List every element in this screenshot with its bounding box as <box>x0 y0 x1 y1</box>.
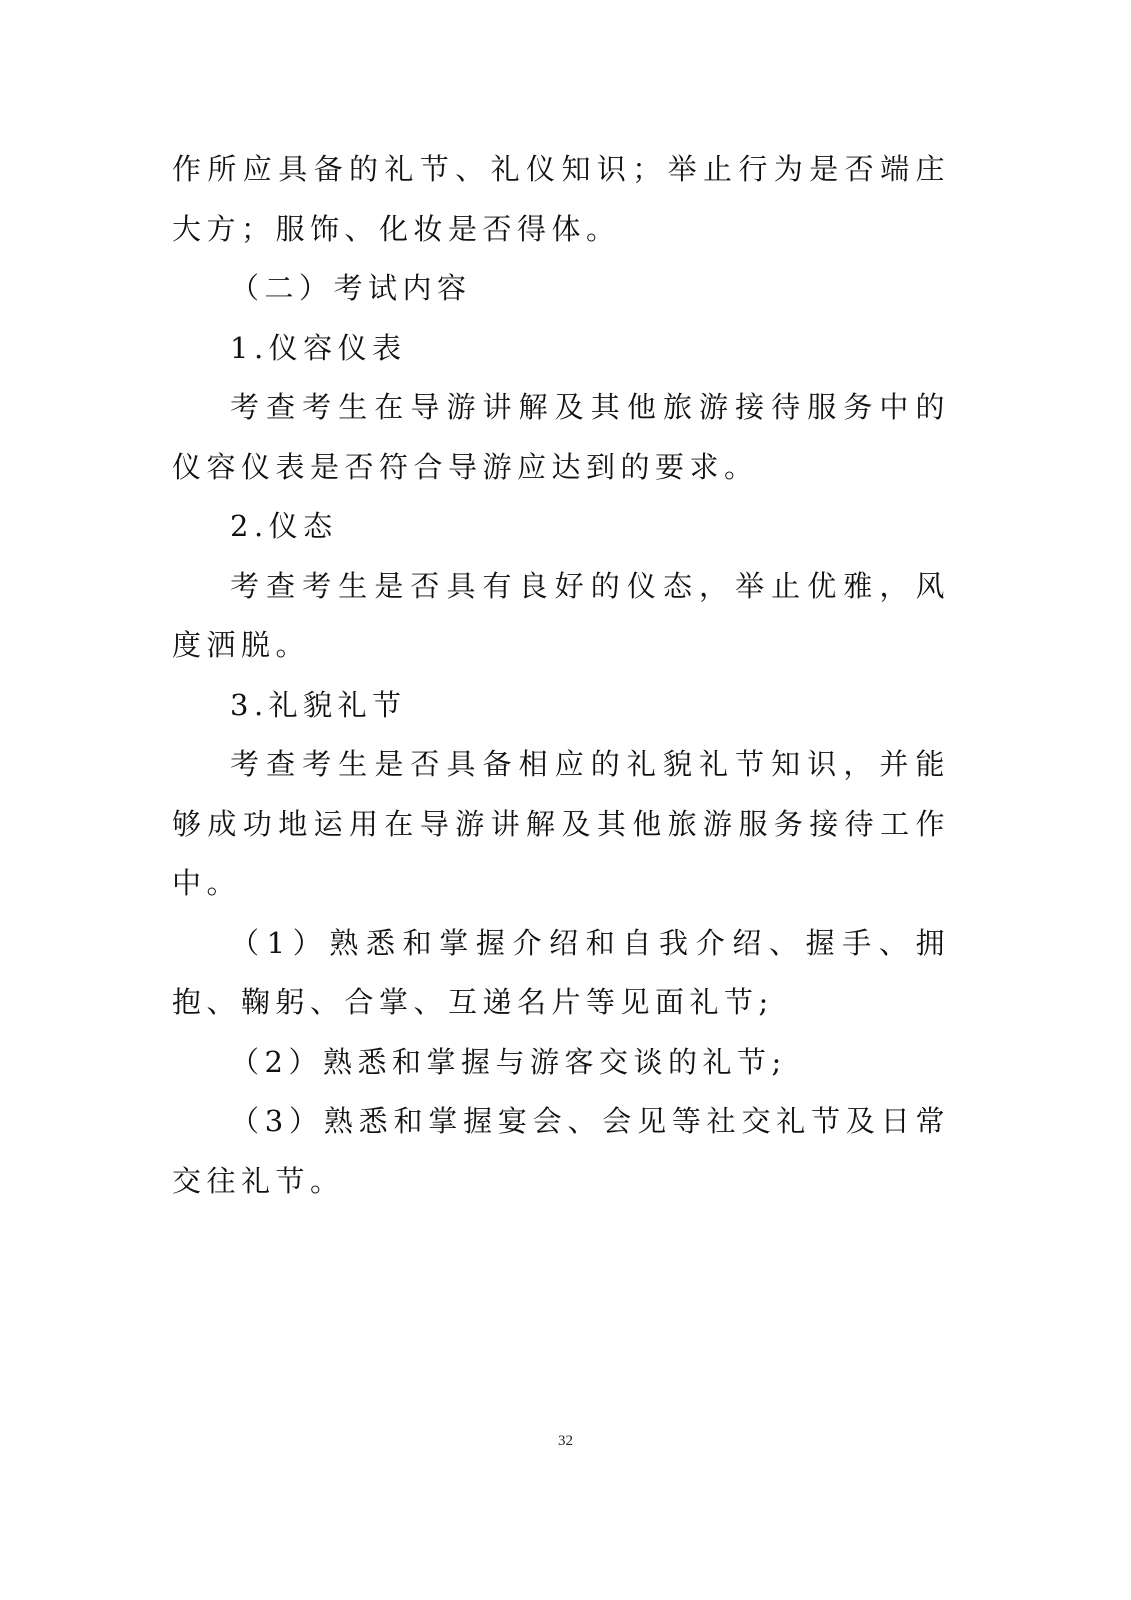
paragraph-appearance: 考查考生在导游讲解及其他旅游接待服务中的仪容仪表是否符合导游应达到的要求。 <box>172 390 950 484</box>
list-item-3: （3）熟悉和掌握宴会、会见等社交礼节及日常交往礼节。 <box>172 1104 950 1198</box>
subheading-etiquette: 3.礼貌礼节 <box>230 687 407 722</box>
page-number: 32 <box>558 1433 573 1449</box>
document-body <box>172 140 950 1211</box>
list-item-2: （2）熟悉和掌握与游客交谈的礼节; <box>230 1044 787 1079</box>
subheading-appearance: 1.仪容仪表 <box>230 330 407 365</box>
paragraph-continuation: 作所应具备的礼节、礼仪知识；举止行为是否端庄大方；服饰、化妆是否得体。 <box>172 152 950 246</box>
subheading-posture: 2.仪态 <box>230 509 338 543</box>
section-heading-exam-content: （二）考试内容 <box>230 271 472 305</box>
list-item-1: （1）熟悉和掌握介绍和自我介绍、握手、拥抱、鞠躬、合掌、互递名片等见面礼节; <box>172 925 950 1019</box>
paragraph-posture: 考查考生是否具有良好的仪态，举止优雅，风度洒脱。 <box>172 568 950 662</box>
paragraph-etiquette: 考查考生是否具备相应的礼貌礼节知识，并能够成功地运用在导游讲解及其他旅游服务接待工作中。 <box>172 747 950 900</box>
